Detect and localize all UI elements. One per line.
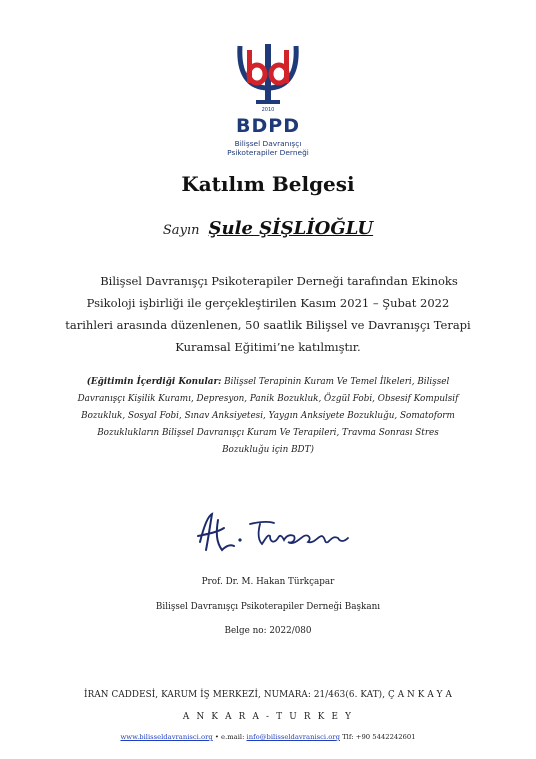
recipient-line	[0, 218, 536, 239]
logo-abbreviation: BDPD	[236, 115, 300, 137]
logo-name-line2: Psikoterapiler Derneği	[227, 148, 309, 157]
footer-city: A N K A R A - T U R K E Y	[182, 712, 354, 722]
website-link[interactable]: www.bilisseldavranisci.org	[120, 733, 213, 741]
topics-line-5: Bozukluğu için BDT)	[222, 445, 314, 455]
bdpd-logo	[218, 38, 318, 168]
logo-name-line1: Bilişsel Davranışçı	[234, 139, 302, 148]
body-line-2: Psikoloji işbirliği ile gerçekleştirilen Kasım 2021 – Şubat 2022	[86, 296, 450, 310]
phone-number: Tlf: +90 5442242601	[339, 733, 416, 741]
email-label: • e.mail:	[212, 733, 247, 741]
certificate-number: Belge no: 2022/080	[224, 626, 312, 636]
topics-line-3: Bozukluk, Sosyal Fobi, Sınav Anksiyetesi, Yaygın Anksiyete Bozukluğu, Somatoform	[81, 411, 455, 421]
bdpd-emblem-icon	[218, 38, 318, 108]
body-line-1: Bilişsel Davranışçı Psikoterapiler Derneği tarafından Ekinoks	[100, 274, 458, 288]
certificate-title: Katılım Belgesi	[181, 172, 355, 196]
training-topics	[64, 374, 472, 459]
footer-address: İRAN CADDESİ, KARUM İŞ MERKEZİ, NUMARA: 21/463(6. KAT), Ç A N K A Y A	[84, 690, 452, 700]
body-line-4: Kuramsal Eğitimi’ne katılmıştır.	[175, 340, 361, 354]
certificate-body	[60, 270, 476, 358]
email-link[interactable]: info@bilisseldavranisci.org	[246, 733, 340, 741]
topics-label: (Eğitimin İçerdiği Konular:	[86, 377, 222, 387]
topics-line-2: Davranışçı Kişilik Kuramı, Depresyon, Panik Bozukluk, Özgül Fobi, Obsesif Kompulsif	[77, 394, 459, 404]
signatory-title: Bilişsel Davranışçı Psikoterapiler Derneği Başkanı	[155, 602, 381, 612]
handwritten-signature	[188, 506, 358, 562]
salutation: Sayın	[162, 223, 200, 238]
signatory-name: Prof. Dr. M. Hakan Türkçapar	[201, 577, 335, 587]
topics-line-1: Bilişsel Terapinin Kuram Ve Temel İlkeleri, Bilişsel	[224, 377, 450, 387]
recipient-name: Şule ŞİŞLİOĞLU	[208, 218, 374, 239]
footer-contact	[0, 733, 536, 741]
logo-year: 2010	[261, 107, 275, 113]
topics-line-4: Bozuklukların Bilişsel Davranışçı Kuram Ve Terapileri, Travma Sonrası Stres	[97, 428, 439, 438]
body-line-3: tarihleri arasında düzenlenen, 50 saatlik Bilişsel ve Davranışçı Terapi	[65, 318, 471, 332]
